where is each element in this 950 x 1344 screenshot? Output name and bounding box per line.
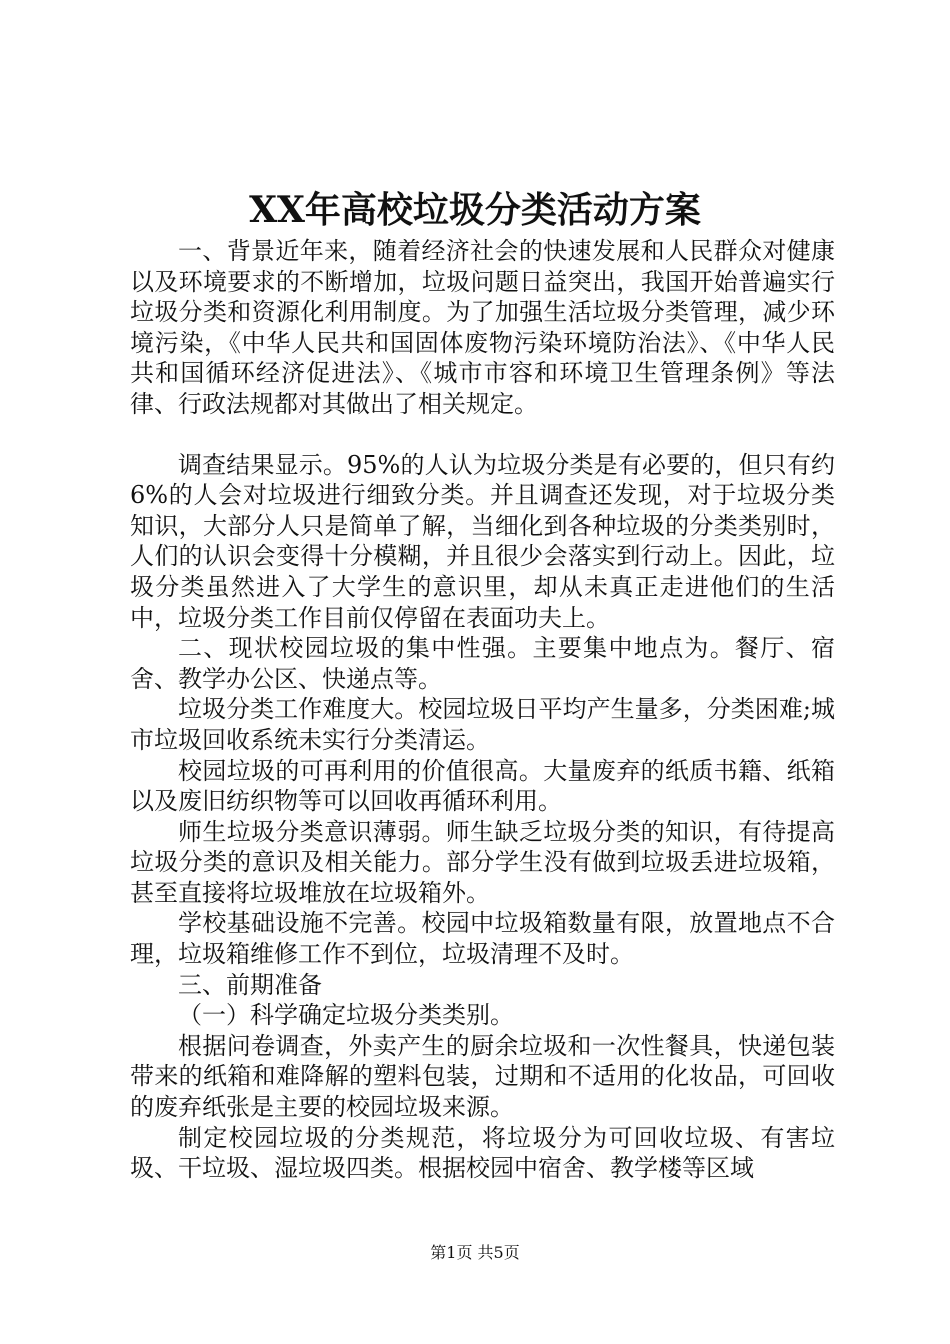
section-heading-preparation: 三、前期准备	[178, 970, 322, 999]
document-body	[130, 236, 835, 1184]
subsection-heading-categories: （一）科学确定垃圾分类类别。	[178, 1001, 514, 1030]
paragraph-infrastructure: 学校基础设施不完善。校园中垃圾箱数量有限，放置地点不合理，垃圾箱维修工作不到位，垃圾清理不及时。	[130, 909, 835, 969]
paragraph-reuse-value: 校园垃圾的可再利用的价值很高。大量废弃的纸质书籍、纸箱以及废旧纺织物等可以回收再循环利用。	[130, 756, 835, 816]
paragraph-survey-results: 调查结果显示。95%的人认为垃圾分类是有必要的，但只有约6%的人会对垃圾进行细致分类。并且调查还发现，对于垃圾分类知识，大部分人只是简单了解，当细化到各种垃圾的分类类别时，人们的认识会变得十分模糊，并且很少会落实到行动上。因此，垃圾分类虽然进入了大学生的意识里，却从未真正走进他们的生活中，垃圾分类工作目前仅停留在表面功夫上。	[130, 450, 835, 632]
paragraph-classification-rules: 制定校园垃圾的分类规范，将垃圾分为可回收垃圾、有害垃圾、干垃圾、湿垃圾四类。根据校园中宿舍、教学楼等区域	[130, 1123, 835, 1183]
paragraph-background: 一、背景近年来，随着经济社会的快速发展和人民群众对健康以及环境要求的不断增加，垃圾问题日益突出，我国开始普遍实行垃圾分类和资源化利用制度。为了加强生活垃圾分类管理，减少环境污染，《中华人民共和国固体废物污染环境防治法》、《中华人民共和国循环经济促进法》、《城市市容和环境卫生管理条例》等法律、行政法规都对其做出了相关规定。	[130, 237, 835, 418]
page-number-footer: 第1页 共5页	[430, 1243, 520, 1262]
paragraph-questionnaire: 根据问卷调查，外卖产生的厨余垃圾和一次性餐具，快递包装带来的纸箱和难降解的塑料包装，过期和不适用的化妆品，可回收的废弃纸张是主要的校园垃圾来源。	[130, 1031, 835, 1122]
paragraph-awareness: 师生垃圾分类意识薄弱。师生缺乏垃圾分类的知识，有待提高垃圾分类的意识及相关能力。部分学生没有做到垃圾丢进垃圾箱，甚至直接将垃圾堆放在垃圾箱外。	[130, 817, 835, 907]
document-title: XX年高校垃圾分类活动方案	[249, 189, 701, 231]
paragraph-difficulty: 垃圾分类工作难度大。校园垃圾日平均产生量多，分类困难;城市垃圾回收系统未实行分类清运。	[130, 695, 835, 754]
paragraph-current-status: 二、现状校园垃圾的集中性强。主要集中地点为。餐厅、宿舍、教学办公区、快递点等。	[130, 634, 835, 693]
